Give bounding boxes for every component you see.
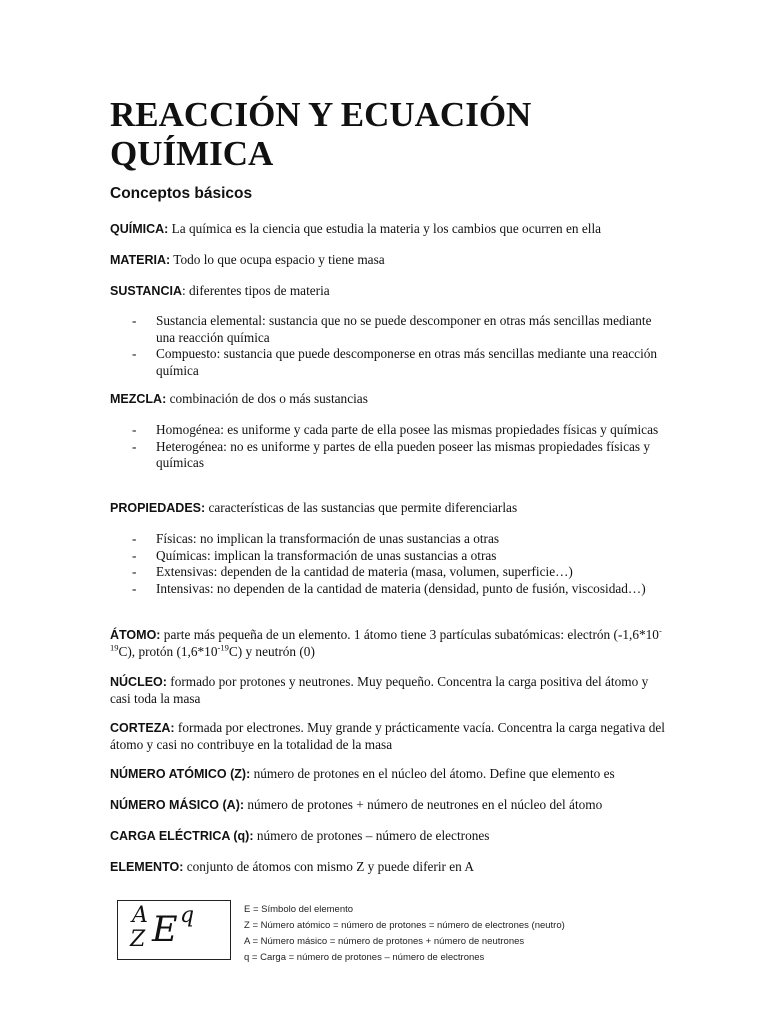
list-item: - Extensivas: dependen de la cantidad de materia (masa, volumen, superficie…) — [110, 564, 670, 581]
list-item: - Compuesto: sustancia que puede descomponerse en otras más sencillas mediante una reacción química — [110, 346, 670, 379]
term-text: número de protones – número de electrones — [253, 828, 490, 843]
term-label: MATERIA: — [110, 253, 171, 267]
definition-mezcla — [110, 391, 670, 408]
definition-sustancia — [110, 283, 670, 300]
legend-item: E = Símbolo del elemento — [244, 904, 354, 915]
definition-nucleo — [110, 674, 670, 707]
definition-carga — [110, 828, 670, 845]
term-text: características de las sustancias que permite diferenciarlas — [205, 500, 518, 515]
list-item: - Intensivas: no dependen de la cantidad de materia (densidad, punto de fusión, viscosidad…) — [110, 581, 670, 598]
charge-symbol: q — [180, 903, 195, 928]
term-label: QUÍMICA: — [110, 222, 169, 236]
term-text: C) y neutrón (0) — [228, 643, 315, 659]
term-text: formada por electrones. Muy grande y prácticamente vacía. Concentra la carga negativa del átomo y casi no contribuye en la totalidad de la masa — [110, 720, 665, 752]
list-item: - Homogénea: es uniforme y cada parte de ella posee las mismas propiedades físicas y químicas — [110, 422, 670, 439]
definition-materia — [110, 252, 670, 269]
term-label: NÚMERO ATÓMICO (Z): — [110, 767, 251, 781]
term-label: CARGA ELÉCTRICA (q): — [110, 829, 254, 843]
term-text: La química es la ciencia que estudia la materia y los cambios que ocurren en ella — [168, 221, 602, 236]
definition-quimica — [110, 221, 670, 238]
propiedades-list — [110, 531, 670, 597]
definition-numero-atomico — [110, 766, 670, 783]
definition-numero-masico — [110, 797, 670, 814]
definition-elemento — [110, 859, 670, 876]
term-text: Todo lo que ocupa espacio y tiene masa — [170, 252, 385, 267]
term-text: número de protones en el núcleo del átomo. Define que elemento es — [250, 766, 615, 781]
definition-atomo — [110, 627, 670, 660]
exponent: -19 — [217, 642, 229, 653]
legend-item: q = Carga = número de protones – número de electrones — [244, 952, 485, 963]
element-symbol: E — [152, 910, 178, 950]
page-title: REACCIÓN Y ECUACIÓN QUÍMICA — [110, 95, 532, 173]
term-label: MEZCLA: — [110, 392, 167, 406]
mass-number-symbol: A — [132, 903, 148, 928]
notation-legend — [244, 902, 565, 966]
term-label: ELEMENTO: — [110, 860, 184, 874]
term-text: C), protón (1,6*10 — [118, 643, 218, 659]
term-label: NÚMERO MÁSICO (A): — [110, 798, 245, 812]
term-label: PROPIEDADES: — [110, 501, 206, 515]
sustancia-list — [110, 313, 670, 379]
definition-corteza — [110, 720, 670, 753]
term-label: SUSTANCIA — [110, 284, 182, 298]
term-text: : diferentes tipos de materia — [182, 283, 330, 298]
list-item: - Sustancia elemental: sustancia que no se puede descomponer en otras más sencillas mediante una reacción química — [110, 313, 670, 346]
list-item: - Químicas: implican la transformación de unas sustancias a otras — [110, 548, 670, 565]
mezcla-list — [110, 422, 670, 472]
term-label: NÚCLEO: — [110, 675, 167, 689]
nuclide-notation-box — [117, 900, 231, 960]
definition-propiedades — [110, 500, 670, 517]
legend-item: A = Número másico = número de protones + número de neutrones — [244, 936, 525, 947]
term-text: combinación de dos o más sustancias — [166, 391, 368, 406]
term-text: parte más pequeña de un elemento. 1 átomo tiene 3 partículas subatómicas: electrón (-1,6*10 — [160, 627, 659, 642]
exponent: -19 — [110, 625, 662, 653]
legend-item: Z = Número atómico = número de protones = número de electrones (neutro) — [244, 920, 565, 931]
list-item: - Físicas: no implican la transformación de unas sustancias a otras — [110, 531, 670, 548]
atomic-number-symbol: Z — [130, 927, 146, 952]
term-text: número de protones + número de neutrones en el núcleo del átomo — [244, 797, 603, 812]
section-subtitle: Conceptos básicos — [110, 185, 253, 202]
term-text: formado por protones y neutrones. Muy pequeño. Concentra la carga positiva del átomo y casi toda la masa — [110, 674, 649, 706]
term-label: CORTEZA: — [110, 721, 175, 735]
list-item: - Heterogénea: no es uniforme y partes de ella pueden poseer las mismas propiedades físicas y químicas — [110, 439, 670, 472]
term-text: conjunto de átomos con mismo Z y puede diferir en A — [183, 859, 475, 874]
term-label: ÁTOMO: — [110, 628, 161, 642]
